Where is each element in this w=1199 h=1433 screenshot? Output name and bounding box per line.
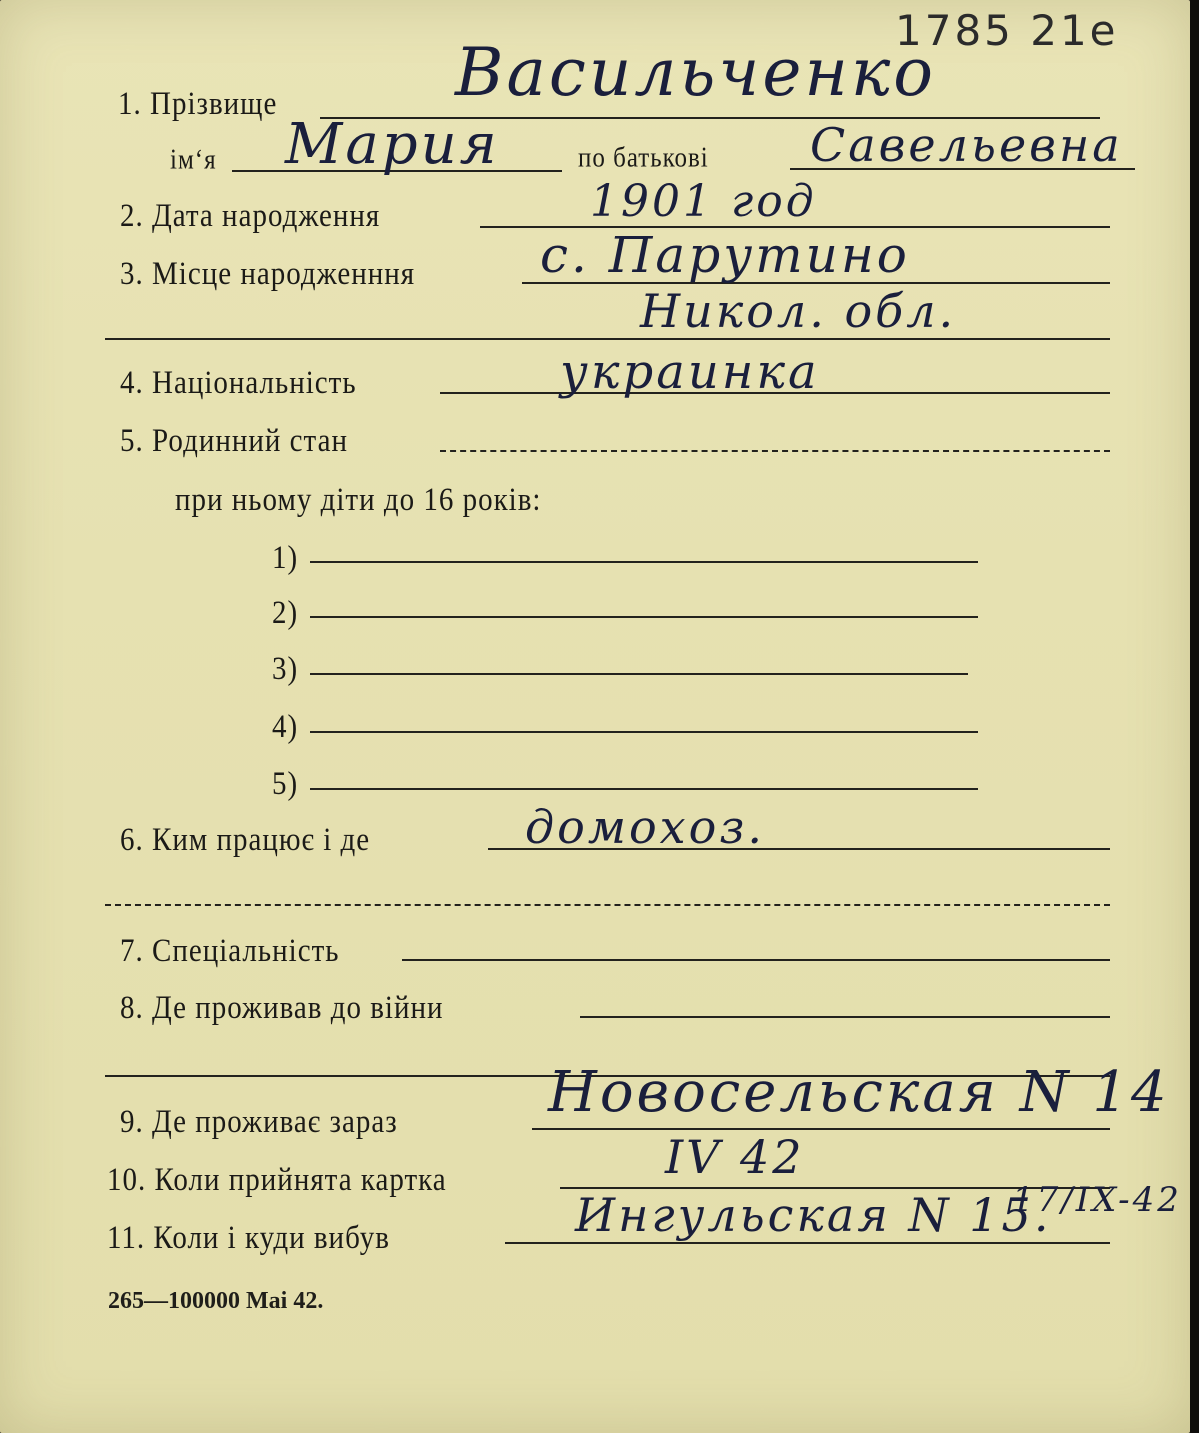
birth-place-line-2: [105, 338, 1110, 340]
patronymic-value: Савельевна: [810, 118, 1123, 172]
nationality-label: 4. Національність: [120, 365, 357, 401]
scan-edge: [1190, 0, 1199, 1433]
marital-status-line: [440, 450, 1110, 452]
patronymic-label: по батькові: [578, 143, 709, 174]
name-label: ім‘я: [170, 145, 217, 176]
birth-place-value-1: с. Парутино: [540, 226, 910, 284]
birth-date-label: 2. Дата народження: [120, 198, 381, 234]
children-label: при ньому діти до 16 років:: [175, 482, 542, 518]
current-residence-label: 9. Де проживає зараз: [120, 1104, 398, 1140]
prewar-residence-label: 8. Де проживав до війни: [120, 990, 444, 1026]
child-4-line: [310, 731, 978, 733]
child-2-line: [310, 616, 978, 618]
departure-date-value: 17/IX-42: [1012, 1180, 1182, 1220]
occupation-value: домохоз.: [525, 800, 766, 854]
child-3-line: [310, 673, 968, 675]
child-1-line: [310, 561, 978, 563]
occupation-label: 6. Ким працює і де: [120, 822, 371, 858]
prewar-residence-line: [580, 1016, 1110, 1018]
current-residence-value: Новосельская N 14: [548, 1060, 1170, 1125]
archive-number: 1785 21e: [895, 6, 1119, 55]
birth-place-label: 3. Місце народженння: [120, 256, 416, 292]
card-accepted-label: 10. Коли прийнята картка: [107, 1162, 447, 1198]
card-accepted-value: IV 42: [665, 1130, 805, 1184]
departure-label: 11. Коли і куди вибув: [107, 1220, 390, 1256]
surname-value: Васильченко: [455, 34, 937, 111]
birth-place-value-2: Никол. обл.: [640, 284, 957, 338]
first-name-value: Мария: [285, 112, 500, 177]
child-2-label: 2): [272, 595, 299, 631]
child-5-line: [310, 788, 978, 790]
child-4-label: 4): [272, 709, 299, 745]
speciality-line: [402, 959, 1110, 961]
speciality-label: 7. Спеціальність: [120, 933, 340, 969]
current-residence-line: [532, 1128, 1110, 1130]
print-info: 265—100000 Mai 42.: [108, 1288, 324, 1314]
nationality-value: украинка: [560, 344, 820, 400]
child-3-label: 3): [272, 651, 299, 687]
departure-line: [505, 1242, 1110, 1244]
departure-value: Ингульская N 15.: [575, 1188, 1052, 1242]
occupation-line-2: [105, 904, 1110, 906]
marital-status-label: 5. Родинний стан: [120, 423, 348, 459]
surname-label: 1. Прізвище: [118, 86, 278, 122]
birth-date-value: 1901 год: [590, 176, 817, 227]
child-1-label: 1): [272, 540, 299, 576]
child-5-label: 5): [272, 766, 299, 802]
